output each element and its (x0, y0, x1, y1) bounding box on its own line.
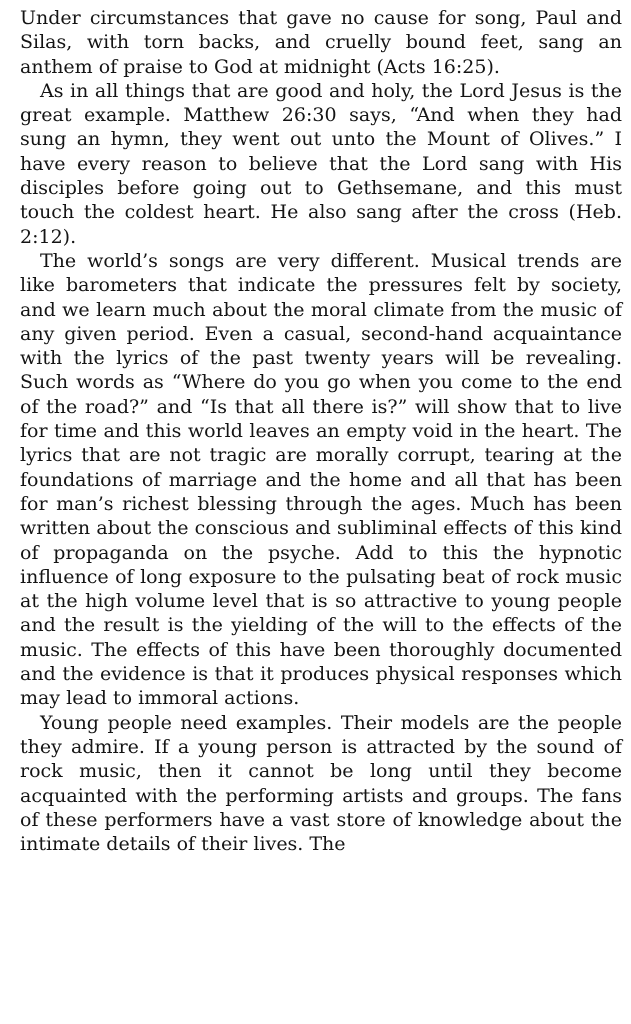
paragraph-paul-and-silas: Under circumstances that gave no cause for song, Paul and Silas, with torn backs, and cruelly bound feet, sang an anthem of praise to God at midnight (Acts 16:25). (20, 7, 622, 78)
paragraph-lord-jesus-example: As in all things that are good and holy, the Lord Jesus is the great example. Matthew 26:30 says, “And when they had sung an hymn, they went out unto the Mount of Olives.” I have every reason to believe that the Lord sang with His disciples before going out to Gethsemane, and this must touch the coldest heart. He also sang after the cross (Heb. 2:12). (20, 79, 622, 248)
paragraph-young-people: Young people need examples. Their models are the people they admire. If a young person is attracted by the sound of rock music, then it cannot be long until they become acquainted with the performing artists and groups. The fans of these performers have a vast store of knowledge about the intimate details of their lives. The (20, 711, 622, 856)
paragraph-worlds-songs: The world’s songs are very different. Musical trends are like barometers that indicate the pressures felt by society, and we learn much about the moral climate from the music of any given period. Even a casual, second-hand acquaintance with the lyrics of the past twenty years will be revealing. Such words as “Where do you go when you come to the end of the road?” and “Is that all there is?” will show that to live for time and this world leaves an empty void in the heart. The lyrics that are not tragic are morally corrupt, tearing at the foundations of marriage and the home and all that has been for man’s richest blessing through the ages. Much has been written about the conscious and subliminal effects of this kind of propaganda on the psyche. Add to this the hypnotic influence of long exposure to the pulsating beat of rock music at the high volume level that is so attractive to young people and the result is the yielding of the will to the effects of the music. The effects of this have been thoroughly documented and the evidence is that it produces physical responses which may lead to immoral actions. (20, 249, 622, 710)
document-page (20, 6, 622, 856)
